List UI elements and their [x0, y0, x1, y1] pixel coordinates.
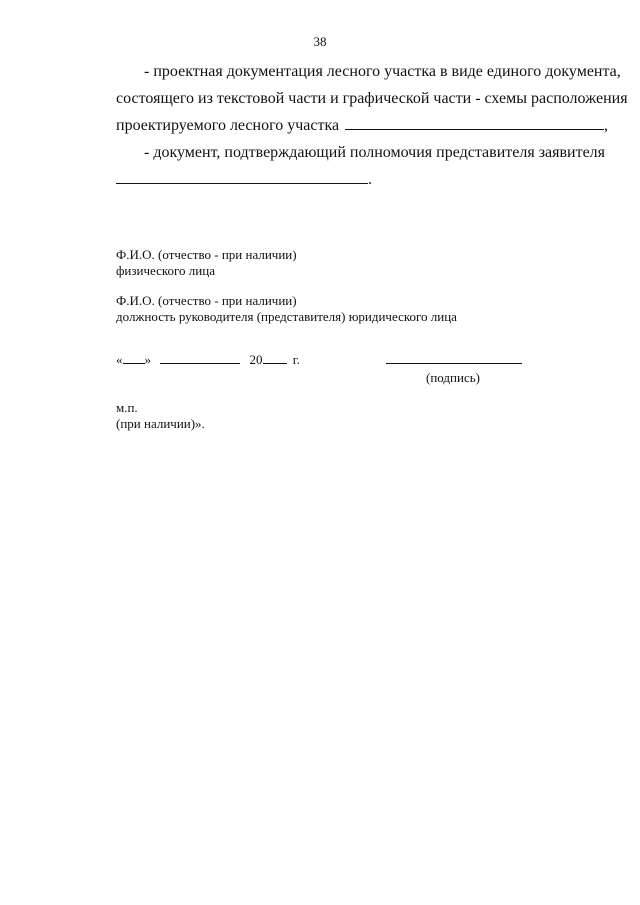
date-year-suffix: г.: [292, 352, 300, 367]
page-number: 38: [313, 34, 327, 49]
paragraph-line: [116, 139, 608, 166]
stamp-note: (при наличии)».: [116, 416, 205, 431]
stamp-label: м.п.: [116, 400, 138, 415]
blank-field-year: [263, 352, 287, 364]
paragraph-line: [116, 85, 628, 112]
blank-field-signature: [386, 352, 522, 364]
blank-field-authority-document: [116, 169, 368, 184]
blank-field-month: [160, 352, 240, 364]
date-close-quote: »: [144, 352, 151, 367]
paragraph-project-documentation: [116, 58, 628, 139]
signature-caption: (подпись): [426, 370, 480, 385]
paragraph-authority-document: [116, 139, 608, 193]
paragraph-text: - документ, подтверждающий полномочия представителя заявителя: [144, 144, 606, 161]
individual-name-block: [116, 247, 297, 279]
date-year-prefix: 20: [249, 352, 263, 367]
blank-field-project-area: [345, 115, 604, 130]
label-individual: физического лица: [116, 263, 215, 278]
paragraph-text: состоящего из текстовой части и графической части - схемы расположения: [116, 90, 628, 107]
label-fio: Ф.И.О. (отчество - при наличии): [116, 293, 297, 308]
label-legal-entity-position: должность руководителя (представителя) юридического лица: [116, 309, 457, 324]
legal-entity-name-block: [116, 293, 457, 325]
punctuation: .: [368, 171, 372, 188]
stamp-block: [116, 400, 205, 432]
paragraph-line: [116, 166, 608, 193]
paragraph-text: проектируемого лесного участка: [116, 117, 340, 134]
date-open-quote: «: [116, 352, 123, 367]
paragraph-line: [116, 112, 608, 139]
paragraph-text: - проектная документация лесного участка в виде единого документа,: [144, 63, 621, 80]
blank-field-day: [123, 352, 145, 364]
punctuation: ,: [604, 117, 608, 134]
label-fio: Ф.И.О. (отчество - при наличии): [116, 247, 297, 262]
date-signature-row: [116, 352, 536, 368]
paragraph-line: [116, 58, 621, 85]
